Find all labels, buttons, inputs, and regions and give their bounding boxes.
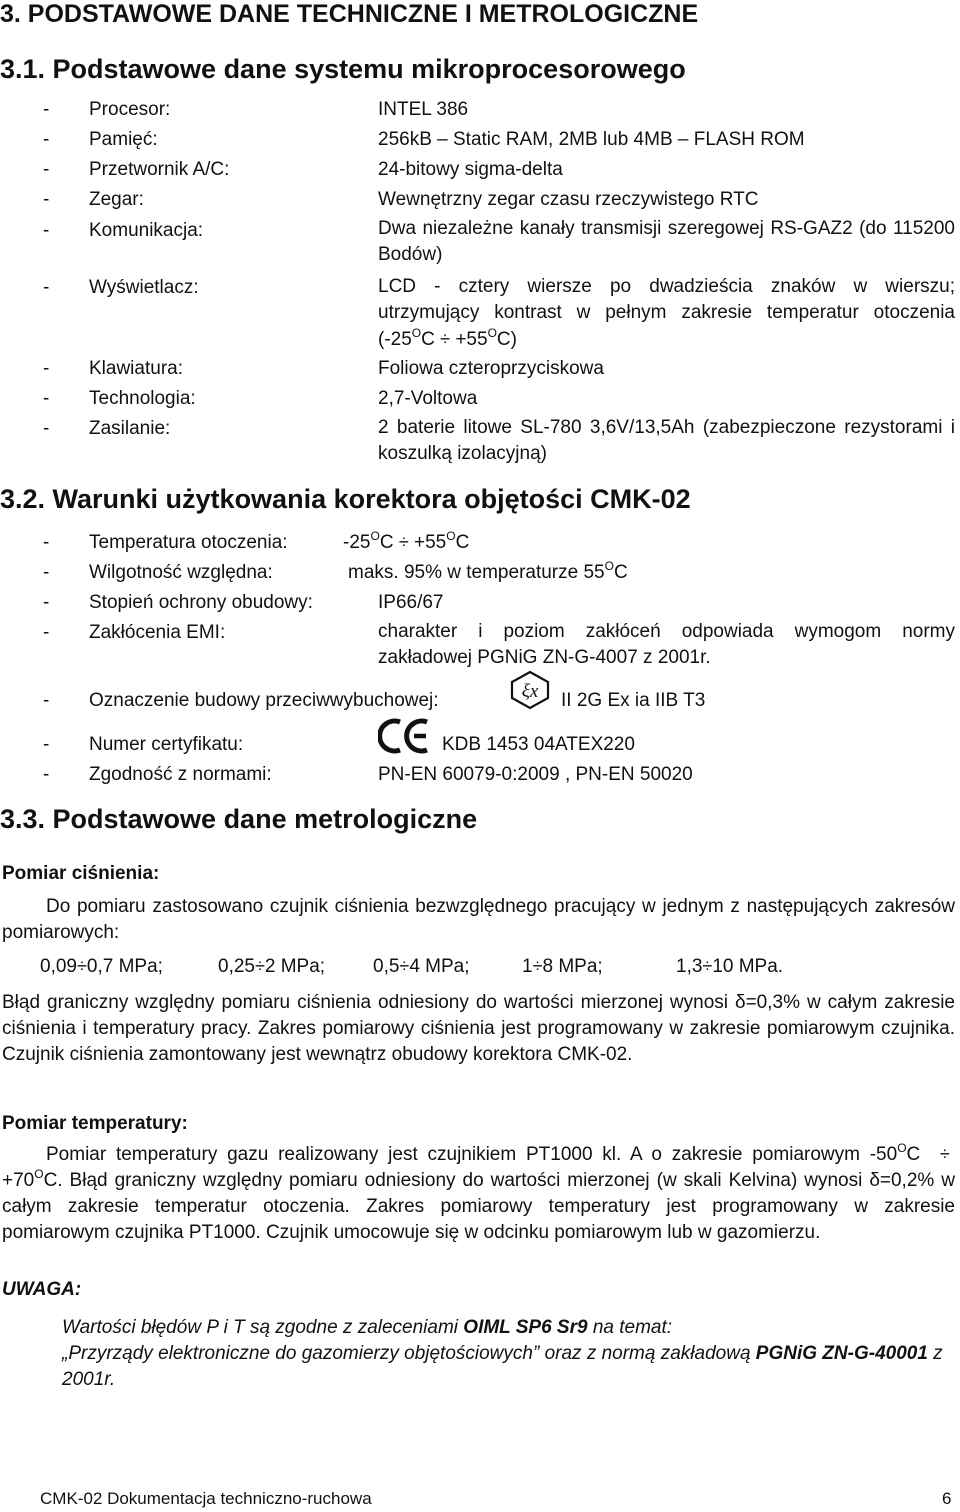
range-min: 0,5 [373,956,400,977]
spec-value [378,274,955,353]
footer-title: CMK-02 Dokumentacja techniczno-ruchowa [40,1489,372,1508]
paragraph-text: C. Błąd graniczny względny pomiaru odniesiony do wartości mierzonej (w skali Kelvina) wynosi [43,1170,870,1191]
pressure-heading: Pomiar ciśnienia: [2,863,160,884]
note-text: „Przyrządy elektroniczne do gazomierzy objętościowych” oraz z normą zakładową [62,1343,756,1364]
divide-sign: ÷ [254,956,265,976]
note-text: z 2001r. [62,1343,943,1390]
note-paragraph [62,1315,952,1393]
spec-label: Oznaczenie budowy przeciwwybuchowej: [89,690,439,711]
spec-label: Wilgotność względna: [89,562,273,583]
temp-value: +55 [455,329,488,350]
note-heading: UWAGA: [2,1279,82,1300]
spec-label: Zasilanie: [89,418,171,439]
emi-value: charakter i poziom zakłóceń odpowiada wymogom normy zakładowej PGNiG ZN-G-4007 z 2001r. [378,621,955,668]
unit-text: C [906,1144,921,1165]
degree-sup: O [370,529,380,543]
spec-value: 256kB – Static RAM, 2MB lub 4MB – FLASH ROM [378,129,805,150]
range-item [676,956,783,978]
spec-value: INTEL 386 [378,99,469,120]
list-dash: - [43,418,50,439]
list-dash: - [43,99,50,120]
list-dash: - [43,562,50,583]
spec-value: Dwa niezależne kanały transmisji szeregowej RS-GAZ2 (do 115200 Bodów) [378,218,955,265]
range-min: 0,09 [40,956,77,977]
range-item [40,956,163,978]
list-dash: - [43,764,50,785]
unit-text: C [455,532,470,553]
paragraph-text: w całym zakresie temperatur otoczenia. Zakres pomiarowy temperatury jest programowany w zakresie pomiarowym czujnika PT1000. Czujnik umocowuje się w odcinku pomiarowym lub w gazomierzu. [2,1170,955,1243]
ce-mark-icon [378,717,432,760]
spec-label: Procesor: [89,99,171,120]
range-min: 1,3 [676,956,703,977]
spec-label: Stopień ochrony obudowy: [89,592,313,613]
range-max: 2 MPa; [264,956,326,977]
list-dash: - [43,532,50,553]
temp-range [343,529,470,554]
humidity-text: maks. 95% w temperaturze 55 [348,562,605,583]
spec-value: Foliowa czteroprzyciskowa [378,358,604,379]
range-max: 0,7 MPa; [86,956,163,977]
list-dash: - [43,592,50,613]
unit-text: C [421,329,435,350]
page-number: 6 [942,1489,952,1508]
paragraph-text: Błąd graniczny względny pomiaru ciśnienia odniesiony do wartości mierzonej wynosi [2,992,735,1013]
note-text: Wartości błędów P i T są zgodne z zaleceniami [62,1317,464,1338]
divide-sign: ÷ [532,956,543,976]
spec-label: Zegar: [89,189,144,210]
note-text: na temat: [587,1317,673,1338]
list-dash: - [43,734,50,755]
ex-mark-icon [509,670,551,715]
list-dash: - [43,159,50,180]
ex-value: II 2G Ex ia IIB T3 [561,690,706,711]
temp-max: +55 [414,532,447,553]
norm-value: PN-EN 60079-0:2009 , PN-EN 50020 [378,764,693,785]
degree-sup: O [487,326,497,340]
pressure-intro: Do pomiaru zastosowano czujnik ciśnienia bezwzględnego pracujący w jednym z następujących zakresów pomiarowych: [2,896,955,943]
list-dash: - [43,189,50,210]
range-item [522,956,603,978]
ip-value: IP66/67 [378,592,444,613]
degree-sup: O [34,1167,44,1181]
range-max: 10 MPa. [712,956,784,977]
spec-label: Zgodność z normami: [89,764,272,785]
section-3-1-title: 3.1. Podstawowe dane systemu mikroprocesorowego [0,54,686,84]
spec-value: 24-bitowy sigma-delta [378,159,563,180]
spec-label: Temperatura otoczenia: [89,532,288,553]
divide-sign: ÷ [398,532,409,552]
temperature-paragraph [2,1141,955,1246]
note-bold: OIML SP6 Sr9 [463,1317,588,1338]
degree-sup: O [411,326,422,340]
list-dash: - [43,277,50,298]
delta-value: δ=0,3% [735,992,800,1013]
spec-label: Numer certyfikatu: [89,734,244,755]
spec-label: Komunikacja: [89,220,204,241]
display-desc: LCD - cztery wiersze po dwadzieścia znaków w wierszu; utrzymujący kontrast w pełnym zakresie temperatur otoczenia (-25 [378,276,955,350]
unit-text: C) [496,329,517,350]
spec-label: Technologia: [89,388,196,409]
section-3-3-title: 3.3. Podstawowe dane metrologiczne [0,804,478,834]
spec-value: Wewnętrzny zegar czasu rzeczywistego RTC [378,189,759,210]
spec-value: 2 baterie litowe SL-780 3,6V/13,5Ah (zabezpieczone rezystorami i koszulką izolacyjną) [378,417,955,464]
list-dash: - [43,388,50,409]
divide-sign: ÷ [399,956,410,976]
section-3-2-title: 3.2. Warunki użytkowania korektora objętości CMK-02 [0,484,691,514]
list-dash: - [43,358,50,379]
range-max: 4 MPa; [409,956,470,977]
degree-sup: O [446,529,456,543]
divide-sign: ÷ [939,1144,950,1164]
temp-min: -25 [343,532,371,553]
list-dash: - [43,220,50,241]
range-min: 0,25 [218,956,255,977]
list-dash: - [43,129,50,150]
humidity-value [348,559,628,584]
paragraph-text: Pomiar temperatury gazu realizowany jest czujnikiem PT1000 kl. A o zakresie pomiarowym -50 [46,1144,898,1165]
pressure-paragraph [2,990,955,1068]
spec-label: Klawiatura: [89,358,183,379]
unit-text: C [379,532,394,553]
temperature-heading: Pomiar temperatury: [2,1113,188,1134]
delta-value: δ=0,2% [869,1170,935,1191]
temp-value: +70 [2,1170,35,1191]
degree-sup: O [897,1141,907,1155]
divide-sign: ÷ [440,329,451,349]
degree-sup: O [604,559,614,573]
note-bold: PGNiG ZN-G-40001 [755,1343,928,1364]
spec-label: Przetwornik A/C: [89,159,230,180]
range-item [218,956,325,978]
list-dash: - [43,690,50,711]
spec-label: Pamięć: [89,129,158,150]
divide-sign: ÷ [76,956,87,976]
divide-sign: ÷ [702,956,713,976]
range-item [373,956,470,978]
cert-value: KDB 1453 04ATEX220 [442,734,635,755]
paragraph-text: w całym zakresie ciśnienia i temperatury pracy. Zakres pomiarowy ciśnienia jest programowany w zakresie pomiarowym czujnika. Czujnik ciśnienia zamontowany jest wewnątrz obudowy korektora CMK-02. [2,992,955,1065]
spec-value: 2,7-Voltowa [378,388,478,409]
svg-text:ξx: ξx [521,681,539,702]
list-dash: - [43,622,50,643]
chapter-title: 3. PODSTAWOWE DANE TECHNICZNE I METROLOGICZNE [0,0,699,28]
range-max: 8 MPa; [542,956,603,977]
range-min: 1 [522,956,533,977]
spec-label: Zakłócenia EMI: [89,622,226,643]
spec-label: Wyświetlacz: [89,277,199,298]
unit-text: C [613,562,628,583]
